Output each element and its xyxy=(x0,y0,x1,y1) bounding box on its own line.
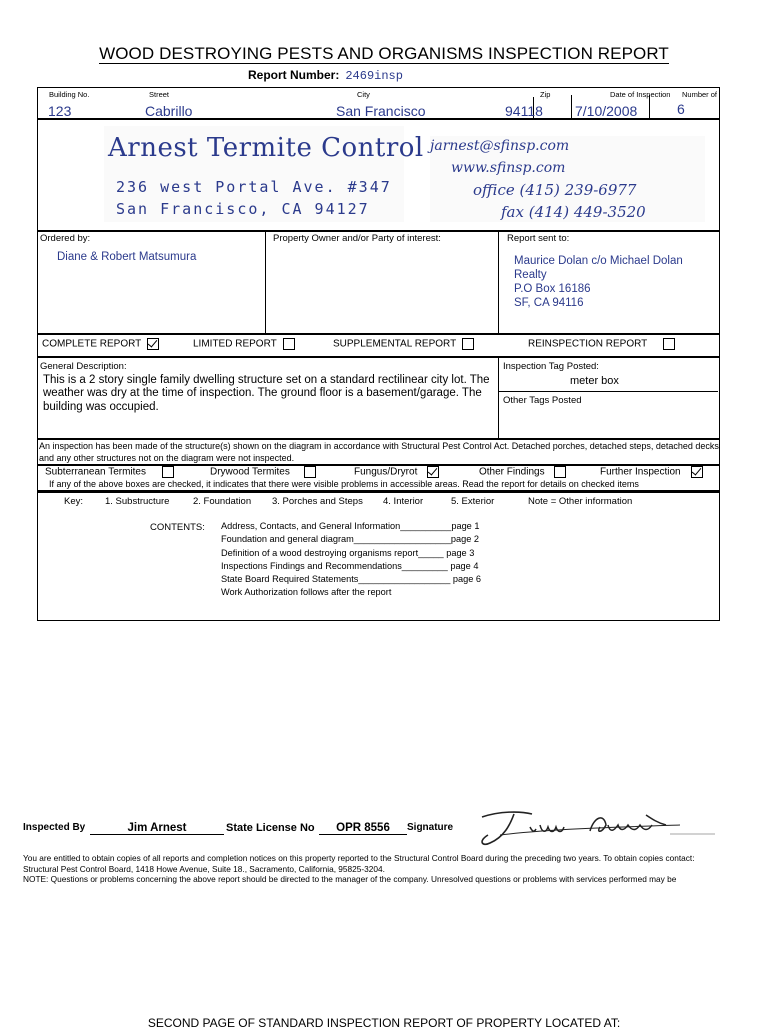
owner-label: Property Owner and/or Party of interest: xyxy=(273,233,441,244)
sent-to-label: Report sent to: xyxy=(507,233,570,244)
building-no-label: Building No. xyxy=(49,90,90,99)
further-inspection-checkbox[interactable] xyxy=(691,466,703,478)
fungus-checkbox[interactable] xyxy=(427,466,439,478)
license-label: State License No xyxy=(226,822,315,834)
company-email[interactable]: jarnest@sfinsp.com xyxy=(430,138,570,154)
inspected-by-label: Inspected By xyxy=(23,822,86,833)
other-tags-label: Other Tags Posted xyxy=(503,395,582,406)
city-label: City xyxy=(357,90,370,99)
contents-line: State Board Required Statements__________________ page 6 xyxy=(221,574,482,585)
report-title: WOOD DESTROYING PESTS AND ORGANISMS INSPECTION REPORT xyxy=(99,44,669,63)
footer-copies-note: You are entitled to obtain copies of all reports and completion notices on this property reported to the Structural Control Board during the preceding two years. To obtain copies contact: Structural Pest Control Board, 1418 Howe Avenue, Suite 18., Sacramento, California, 95825-3204. xyxy=(23,853,695,874)
inspection-tag-field[interactable]: meter box xyxy=(570,375,619,387)
inspection-tag-label: Inspection Tag Posted: xyxy=(503,361,599,372)
zip-label: Zip xyxy=(540,90,551,99)
company-web[interactable]: www.sfinsp.com xyxy=(451,160,566,176)
key-item-2: 2. Foundation xyxy=(193,496,252,507)
building-no-field[interactable]: 123 xyxy=(48,103,72,119)
owner-field[interactable] xyxy=(270,248,492,328)
license-field[interactable]: OPR 8556 xyxy=(319,822,407,835)
general-description-field[interactable]: This is a 2 story single family dwelling structure set on a standard rectilinear city lot. The weather was dry at the time of inspection. The ground floor is a basement/garage. The building was occupied. xyxy=(43,374,490,413)
subterranean-option[interactable]: Subterranean Termites xyxy=(45,466,174,478)
contents-line: Work Authorization follows after the report xyxy=(221,587,392,598)
company-office-phone: office (415) 239-6977 xyxy=(473,181,637,199)
number-of-label: Number of xyxy=(682,90,718,99)
report-number: Report Number: 2469insp xyxy=(248,68,403,83)
supplemental-report-option[interactable]: SUPPLEMENTAL REPORT xyxy=(333,338,474,350)
contents-line: Foundation and general diagram___________________page 2 xyxy=(221,534,479,545)
signature-image xyxy=(470,805,715,850)
next-page-heading: SECOND PAGE OF STANDARD INSPECTION REPORT OF PROPERTY LOCATED AT: xyxy=(147,1016,621,1030)
sent-to-field[interactable]: Maurice Dolan c/o Michael Dolan Realty P.O Box 16186 SF, CA 94116 xyxy=(514,255,683,309)
general-description-label: General Description: xyxy=(40,361,127,372)
company-fax: fax (414) 449-3520 xyxy=(501,203,646,221)
inspector-field[interactable]: Jim Arnest xyxy=(90,822,224,835)
further-inspection-option[interactable]: Further Inspection xyxy=(600,466,703,478)
limited-report-checkbox[interactable] xyxy=(283,338,295,350)
city-field[interactable]: San Francisco xyxy=(336,103,426,119)
contents-label: CONTENTS: xyxy=(150,522,205,533)
other-findings-checkbox[interactable] xyxy=(554,466,566,478)
subterranean-checkbox[interactable] xyxy=(162,466,174,478)
reinspection-report-option[interactable]: REINSPECTION REPORT xyxy=(528,338,675,350)
ordered-by-label: Ordered by: xyxy=(40,233,91,244)
contents-line: Definition of a wood destroying organisms report_____ page 3 xyxy=(221,547,475,558)
company-address-2: San Francisco, CA 94127 xyxy=(116,200,370,218)
footer-questions-note: NOTE: Questions or problems concerning the above report should be directed to the manager of the company. Unresolved questions or problems with services performed may be xyxy=(23,874,677,884)
key-item-3: 3. Porches and Steps xyxy=(272,496,363,507)
key-item-1: 1. Substructure xyxy=(105,496,170,507)
drywood-checkbox[interactable] xyxy=(304,466,316,478)
zip-field[interactable]: 94118 xyxy=(505,103,543,119)
complete-report-option[interactable]: COMPLETE REPORT xyxy=(42,338,159,350)
date-field[interactable]: 7/10/2008 xyxy=(575,103,638,119)
date-label: Date of Inspection xyxy=(610,90,671,99)
street-label: Street xyxy=(149,90,170,99)
fungus-option[interactable]: Fungus/Dryrot xyxy=(354,466,439,478)
supplemental-report-checkbox[interactable] xyxy=(462,338,474,350)
limited-report-option[interactable]: LIMITED REPORT xyxy=(193,338,295,350)
findings-note: If any of the above boxes are checked, it indicates that there were visible problems in accessible areas. Read the report for details on checked items xyxy=(49,479,639,489)
contents-line: Address, Contacts, and General Information__________page 1 xyxy=(221,521,480,531)
key-item-4: 4. Interior xyxy=(383,496,424,507)
inspection-statement: An inspection has been made of the structure(s) shown on the diagram in accordance with Structural Pest Control Act. Detached porches, detached steps, detached decks and any other structures not on the diagram were not inspected. xyxy=(39,441,719,463)
key-item-5: 5. Exterior xyxy=(451,496,495,507)
signature-label: Signature xyxy=(407,822,454,833)
drywood-option[interactable]: Drywood Termites xyxy=(210,466,316,478)
contents-list xyxy=(221,520,481,600)
number-of-field[interactable]: 6 xyxy=(677,101,685,117)
street-field[interactable]: Cabrillo xyxy=(145,103,193,119)
reinspection-report-checkbox[interactable] xyxy=(663,338,675,350)
company-address-1: 236 west Portal Ave. #347 xyxy=(116,178,392,196)
contents-line: Inspections Findings and Recommendations_________ page 4 xyxy=(221,560,479,571)
key-note: Note = Other information xyxy=(528,496,633,507)
complete-report-checkbox[interactable] xyxy=(147,338,159,350)
signature-field[interactable] xyxy=(470,805,715,850)
company-name: Arnest Termite Control xyxy=(108,133,424,163)
ordered-by-field[interactable]: Diane & Robert Matsumura xyxy=(57,251,197,263)
key-label: Key: xyxy=(64,496,84,507)
other-findings-option[interactable]: Other Findings xyxy=(479,466,566,478)
report-number-value: 2469insp xyxy=(345,69,403,83)
